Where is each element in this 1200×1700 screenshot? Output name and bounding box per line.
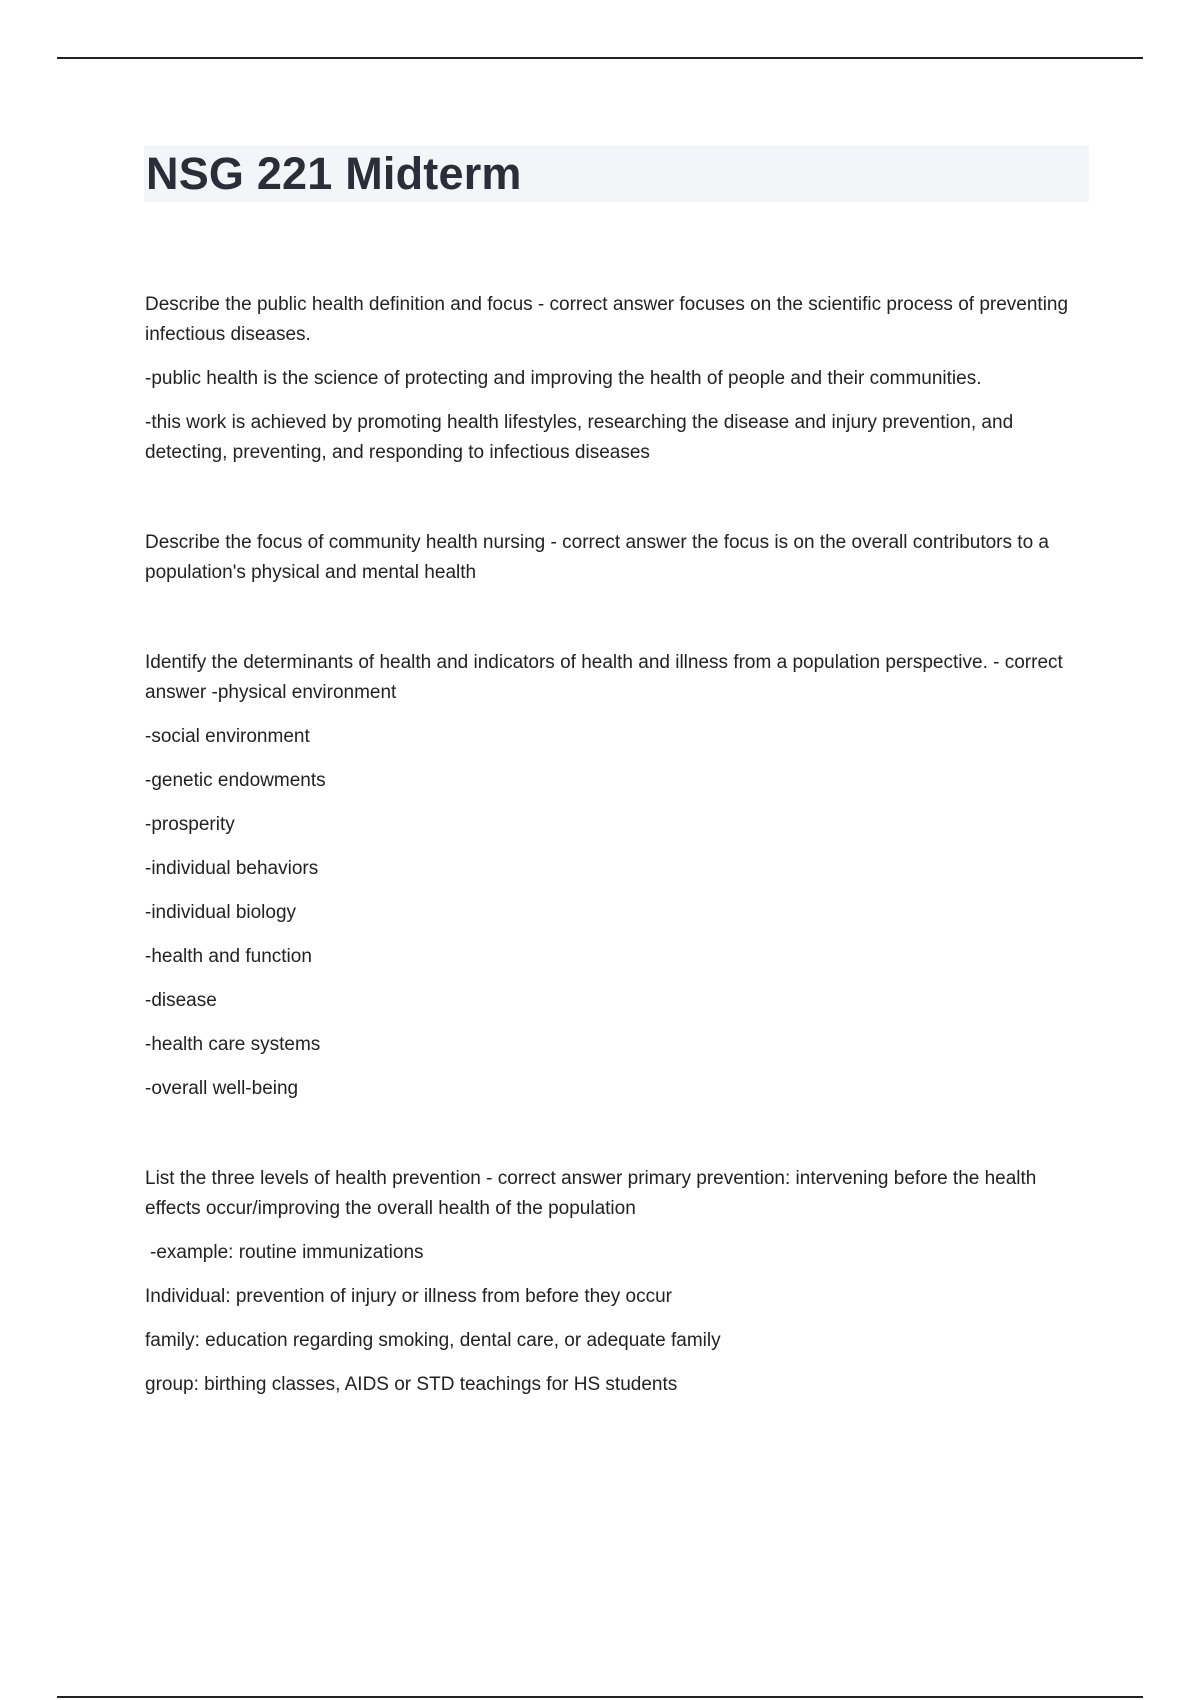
question-text: List the three levels of health prevention - correct answer primary prevention: intervening before the health effects occur/improving the overall health of the population [145, 1168, 1037, 1219]
question-block-4 [145, 1164, 1090, 1400]
document-title: NSG 221 Midterm [146, 148, 522, 199]
top-rule [57, 57, 1143, 59]
answer-line: -individual behaviors [145, 858, 319, 879]
answer-line: -public health is the science of protecting and improving the health of people and their communities. [145, 368, 982, 389]
answer-line: -health care systems [145, 1034, 321, 1055]
answer-line: -social environment [145, 726, 310, 747]
question-block-1 [145, 290, 1090, 468]
question-text: Identify the determinants of health and indicators of health and illness from a population perspective. - correct answer -physical environment [145, 652, 1063, 703]
bottom-rule [57, 1696, 1143, 1698]
answer-line: -example: routine immunizations [150, 1242, 424, 1263]
answer-line: -individual biology [145, 902, 297, 923]
answer-line: -disease [145, 990, 217, 1011]
answer-line: group: birthing classes, AIDS or STD teachings for HS students [145, 1374, 678, 1395]
answer-line: -this work is achieved by promoting health lifestyles, researching the disease and injury prevention, and detecting, preventing, and responding to infectious diseases [145, 412, 1014, 463]
question-block-2 [145, 528, 1090, 588]
answer-line: -overall well-being [145, 1078, 299, 1099]
question-text: Describe the public health definition and focus - correct answer focuses on the scientific process of preventing infectious diseases. [145, 294, 1069, 345]
answer-line: -genetic endowments [145, 770, 326, 791]
answer-line: -health and function [145, 946, 312, 967]
answer-line: -prosperity [145, 814, 235, 835]
answer-line: family: education regarding smoking, dental care, or adequate family [145, 1330, 721, 1351]
answer-line: Individual: prevention of injury or illness from before they occur [145, 1286, 672, 1307]
question-text: Describe the focus of community health nursing - correct answer the focus is on the overall contributors to a population's physical and mental health [145, 532, 1049, 583]
document-body [145, 290, 1090, 1414]
question-block-3 [145, 648, 1090, 1104]
